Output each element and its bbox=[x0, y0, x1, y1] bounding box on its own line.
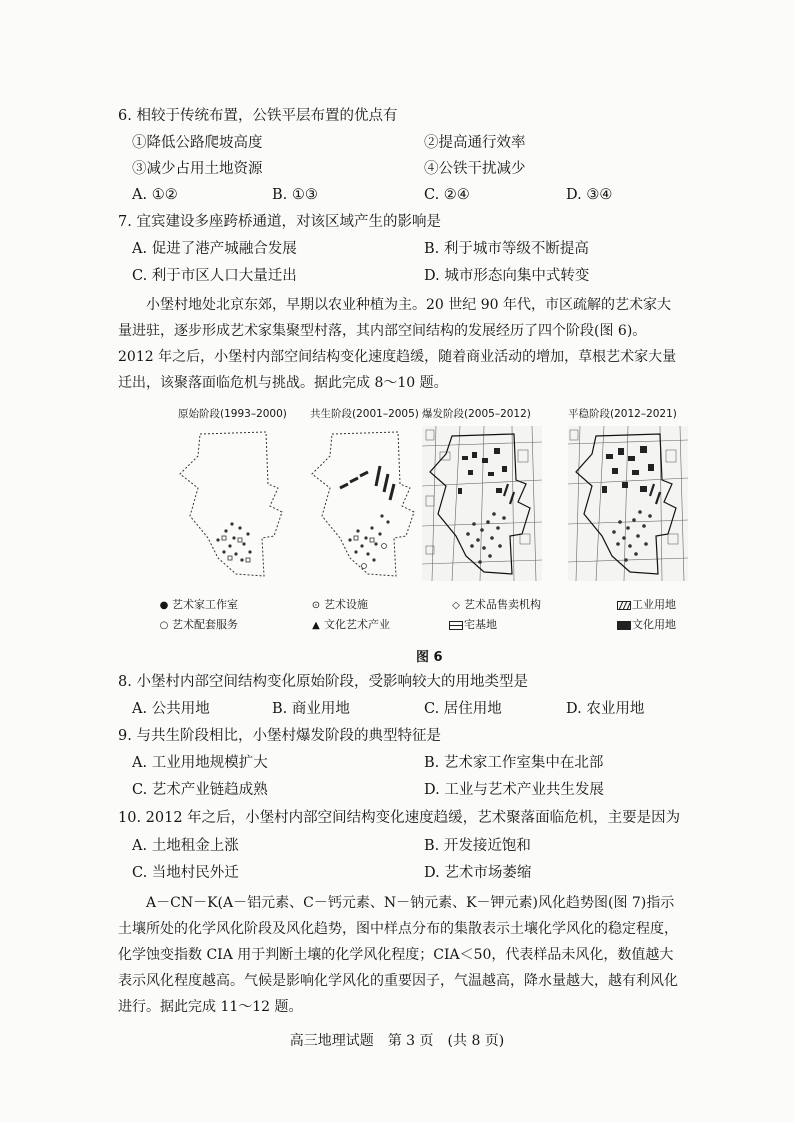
hollow-dot-icon: ○ bbox=[159, 620, 169, 631]
q9-choice-b: B. 艺术家工作室集中在北部 bbox=[424, 755, 604, 771]
figure-6-caption: 图 6 bbox=[416, 650, 443, 665]
q7-choice-c: C. 利于市区人口大量迁出 bbox=[132, 268, 297, 284]
q9-choice-c: C. 艺术产业链趋成熟 bbox=[132, 782, 268, 798]
triangle-icon: ▲ bbox=[312, 620, 320, 631]
stage-title-1: 原始阶段(1993–2000) bbox=[178, 408, 287, 420]
stage-title-3: 爆发阶段(2005–2012) bbox=[422, 408, 531, 420]
legend-item-support: ○ 艺术配套服务 bbox=[156, 616, 238, 632]
q6-choice-c: C. ②④ bbox=[424, 187, 470, 203]
stage-2-map bbox=[310, 426, 420, 581]
stage-title-4: 平稳阶段(2012–2021) bbox=[568, 408, 677, 420]
q8-choice-c: C. 居住用地 bbox=[424, 701, 502, 717]
q6-choice-b: B. ①③ bbox=[272, 187, 318, 203]
q7-choice-a: A. 促进了港产城融合发展 bbox=[132, 241, 297, 257]
q6-item-3: ③减少占用土地资源 bbox=[132, 161, 263, 177]
legend-item-sales: ◇ 艺术品售卖机构 bbox=[448, 596, 541, 612]
q8-stem: 8. 小堡村内部空间结构变化原始阶段，受影响较大的用地类型是 bbox=[118, 674, 528, 690]
filled-dot-icon: ● bbox=[159, 600, 169, 611]
q9-choice-d: D. 工业与艺术产业共生发展 bbox=[424, 782, 604, 798]
stage-4-map bbox=[568, 426, 688, 581]
stage-title-2: 共生阶段(2001–2005) bbox=[310, 408, 419, 420]
legend-item-industry: ▲ 文化艺术产业 bbox=[308, 616, 390, 632]
q7-choice-b: B. 利于城市等级不断提高 bbox=[424, 241, 589, 257]
q9-stem: 9. 与共生阶段相比，小堡村爆发阶段的典型特征是 bbox=[118, 728, 441, 744]
legend-item-facility: ⊙ 艺术设施 bbox=[308, 596, 368, 612]
q8-choice-d: D. 农业用地 bbox=[566, 701, 645, 717]
box-icon bbox=[448, 620, 464, 631]
solid-bar-icon bbox=[616, 620, 632, 631]
legend-item-studio: ● 艺术家工作室 bbox=[156, 596, 238, 612]
stage-1-map bbox=[178, 426, 288, 581]
hatch-icon bbox=[616, 600, 632, 611]
q6-item-2: ②提高通行效率 bbox=[424, 135, 526, 151]
figure-6-legend bbox=[150, 596, 710, 636]
q10-choice-a: A. 土地租金上涨 bbox=[132, 838, 239, 854]
q10-choice-d: D. 艺术市场萎缩 bbox=[424, 865, 532, 881]
passage-1: 小堡村地处北京东郊，早期以农业种植为主。20 世纪 90 年代，市区疏解的艺术家大量进驻，逐步形成艺术家集聚型村落，其内部空间结构的发展经历了四个阶段(图 6)。2012 年之后，小堡村内部空间结构变化速度趋缓，随着商业活动的增加，草根艺术家大量迁出，该聚落面临危机与挑战。据此完成 8～10 题。 bbox=[118, 297, 677, 391]
q10-choice-c: C. 当地村民外迁 bbox=[132, 865, 239, 881]
stage-3-map bbox=[422, 426, 542, 581]
diamond-icon: ◇ bbox=[452, 600, 460, 611]
q6-choice-d: D. ③④ bbox=[566, 187, 613, 203]
legend-item-cultural: 文化用地 bbox=[616, 616, 676, 632]
q6-item-4: ④公铁干扰减少 bbox=[424, 161, 526, 177]
q7-stem: 7. 宜宾建设多座跨桥通道，对该区域产生的影响是 bbox=[118, 214, 441, 230]
page-footer: 高三地理试题 第 3 页 (共 8 页) bbox=[289, 1033, 505, 1049]
legend-item-homestead: 宅基地 bbox=[448, 616, 497, 632]
q6-choice-a: A. ①② bbox=[132, 187, 178, 203]
q8-choice-a: A. 公共用地 bbox=[132, 701, 210, 717]
q6-item-1: ①降低公路爬坡高度 bbox=[132, 135, 263, 151]
q10-choice-b: B. 开发接近饱和 bbox=[424, 838, 531, 854]
q10-stem: 10. 2012 年之后，小堡村内部空间结构变化速度趋缓，艺术聚落面临危机，主要是因为 bbox=[118, 810, 681, 826]
circled-dot-icon: ⊙ bbox=[311, 600, 321, 611]
figure-6 bbox=[150, 400, 710, 670]
legend-item-industrial: 工业用地 bbox=[616, 596, 676, 612]
q7-choice-d: D. 城市形态向集中式转变 bbox=[424, 268, 590, 284]
passage-2: A－CN－K(A－铝元素、C－钙元素、N－钠元素、K－钾元素)风化趋势图(图 7)指示土壤所处的化学风化阶段及风化趋势，图中样点分布的集散表示土壤化学风化的稳定程度，化学蚀变指数 CIA 用于判断土壤的化学风化程度；CIA＜50，代表样品未风化，数值越大表示风化程度越高。气候是影响化学风化的重要因子，气温越高，降水量越大，越有利风化进行。据此完成 11～12 题。 bbox=[118, 895, 678, 1015]
q6-stem: 6. 相较于传统布置，公铁平层布置的优点有 bbox=[118, 108, 398, 124]
q9-choice-a: A. 工业用地规模扩大 bbox=[132, 755, 268, 771]
q8-choice-b: B. 商业用地 bbox=[272, 701, 350, 717]
